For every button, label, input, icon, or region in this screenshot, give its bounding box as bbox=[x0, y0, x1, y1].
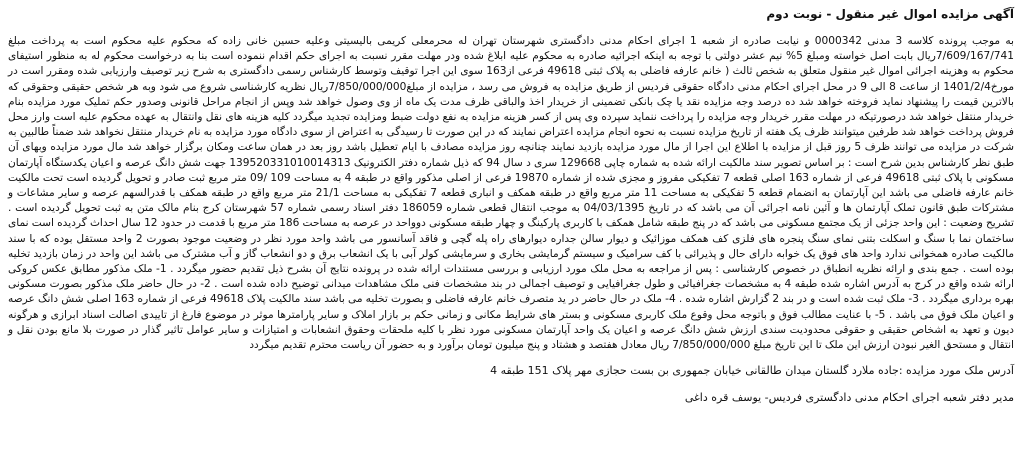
notice-signature: مدیر دفتر شعبه اجرای احکام مدنی دادگستری فردیس- یوسف قره داغی bbox=[684, 391, 1014, 405]
property-address: آدرس ملک مورد مزایده :جاده ملارد گلستان میدان طالقانی خیابان جمهوری بن بست حجازی مهر پلاک 151 طبقه 4 bbox=[490, 364, 1014, 378]
notice-document bbox=[8, 6, 1014, 405]
notice-title: آگهی مزایده اموال غیر منقول - نوبت دوم bbox=[766, 7, 1014, 21]
notice-body: به موجب پرونده کلاسه 3 مدنی 0000342 و نیابت صادره از شعبه 1 اجرای احکام مدنی دادگستری شهرستان تهران له محرمعلی کریمی بالیسیتی وعلیه حسین خانی زاده که محکوم علیه محکوم است به پرداخت مبلغ 7/609/167/741ریال بابت اصل خواسته ومبلغ 5% نیم عشر دولتی با توجه به اینکه اجرائیه صادره به محکوم علیه ابلاغ شده ودر مهلت مقرر نسبت به اجرای حکم اقدام ننموده است بنا به درخواست محکوم له به منظور استیفای محکوم به وهزینه اجرائی اموال غیر منقول متعلق به شخص ثالث ( خانم عارفه فاضلی به پلاک ثبتی 49618 فرعی از163 سوی این اجرا توقیف وتوسط کارشناس رسمی دادگستری به شرح زیر توصیف وارزیابی شده ومقرر است در مورخ1401/2/4 از ساعت 8 الی 9 در محل اجرای احکام مدنی دادگاه حقوقی فردیس از طریق مزایده به فروش می رسد ، مزایده از مبلغ7/850/000/000ریال نظریه کارشناسی شروع می شود وبه هر شخص حقیقی وحقوقی که بالاترین قیمت را پیشنهاد نماید فروخته خواهد شد ده درصد وجه مزایده نقد یا چک بانکی تضمینی از خریدار اخذ والباقی ظرف مدت یک ماه از وی وصول خواهد شد وپس از انجام مراحل قانونی وصدور حکم تملیک مورد مزایده بنام خریدار منتقل خواهد شد درصورتیکه در مهلت مقرر خریدار وجه مزایده را پرداخت ننماید سپرده وی پس از کسر هزینه مزایده به نفع دولت ضبط ومزایده تجدید میگردد کلیه هزینه های نقل وانتقال به عهده محکوم علیه است وارز محل فروش پرداخت خواهد شد طرفین میتوانند ظرف یک هفته از تاریخ مزایده نسبت به نحوه انجام مزایده اعتراض نمایند که در این صورت تا رسیدگی به اعتراض از سوی دادگاه مورد مزایده به نام خریدار منتقل نخواهد شد ضمناً طالبین به شرکت در مزایده می توانند ظرف 5 روز قبل از مزایده با اطلاع این اجرا از مال مورد مزایده بازدید نمایند چنانچه روز مزایده مصادف با ایام تعطیل باشد روز بعد در همان ساعت ومکان برگزار خواهد شد مال مورد مزایده وبهای آن طبق نظر کارشناس بدین شرح است : بر اساس تصویر سند مالکیت ارائه شده به شماره چاپی 129668 سری د سال 94 که ذیل شماره دفتر الکترونیک 139520331010014313 جهت شش دانگ عرصه و اعیان یکدستگاه آپارتمان مسکونی با پلاک ثبتی 49618 فرعی از شماره 163 اصلی قطعه 7 تفکیکی مفروز و مجزی شده از شماره 19870 فرعی از اصلی مذکور واقع در طبقه 4 به مساحت 109 /09 متر مربع ثبت صادر و تحویل گردیده است تحت مالکیت خانم عارفه فاضلی می باشد این آپارتمان به انضمام قطعه 5 تفکیکی به مساحت 11 متر مربع واقع در طبقه همکف و انباری قطعه 7 تفکیکی به مساحت 21/1 متر مربع واقع در طبقه همکف با قدرالسهم عرصه و سایر مشاعات و مشترکات طبق قانون تملک آپارتمان ها و آئین نامه اجرائی آن می باشد که در تاریخ 04/03/1395 به موجب انتقال قطعی شماره 186059 دفتر اسناد رسمی شماره 57 شهرستان کرج بنام مالک متن به ثبت تحویل گردیده است . تشریح وضعیت : این واحد جزئی از یک مجتمع مسکونی می باشد که در پنج طبقه شامل همکف با کاربری پارکینگ و چهار طبقه مسکونی دوواحد در عرصه به مساحت 186 متر مربع با قدمت در حدود 12 سال احداث گردیده است نمای ساختمان نما با سنگ و اسکلت بتنی نمای سنگ پنجره های فلزی کف همکف موزائیک و دیوار سالن جداره دیوارهای راه پله گچی و فاقد آسانسور می باشد واحد مورد نظر در وضعیت موجود بصورت 2 واحد مستقل بوده که با سند مالکیت صادره همخوانی ندارد واحد های فوق یک خوابه دارای حال و پذیرائی با کف سرامیک و سیستم گرمایشی بخاری و سرمایشی کولر آبی با یک انشعاب برق و دو انشعاب گاز و آب مشترک می باشد این واحد در زمان بازدید تخلیه بوده است . جمع بندی و ارائه نظریه انطباق در خصوص کارشناسی : پس از مراجعه به محل ملک مورد ارزیابی و بررسی مستندات ارائه شده در پرونده نتایج آن بشرح ذیل تقدیم حضور میگردد . 1- ملک مذکور مطابق عکس کروکی ارائه شده واقع در کرج به آدرس اشاره شده طبقه 4 به مشخصات جغرافیائی و طول جغرافیایی و توصیف اجمالی در بند مشخصات فنی ملک مشاهدات میدانی توضیح داده شده است . 2- در حال حاضر ملک مذکور بصورت مسکونی بهره برداری میگردد . 3- ملک ثبت شده است و در بند 2 گزارش اشاره شده . 4- ملک در حال حاضر در ید متصرف خانم عارفه فاضلی و بصورت تخلیه می باشد سند مالکیت پلاک 49618 فرعی از شماره 163 اصلی شش دانگ عرصه و اعیان ملک فوق می باشد . 5- با عنایت مطالب فوق و باتوجه محل وقوع ملک کاربری مسکونی و بستر های شرایط مکانی و زمانی حکم بر بازار املاک و سایر پارامترها موثر در موضوع فارغ از تاییدی اصالت اسناد ابرازی و هرگونه دیون و تعهد به اشخاص حقیقی و حقوقی محدودیت سندی ارزش شش دانگ عرصه و اعیان یک واحد آپارتمان مسکونی مورد نظر با کلیه ملحقات وحقوق انشعابات و امتیازات و سایر عوامل تاثیر گذار در صورت بلا مانع بودن نقل و انتقال و مستحق الغیر نبودن ارزش این ملک تا این تاریخ مبلغ 7/850/000/000 ریال معادل هفتصد و هشتاد و پنج میلیون تومان برآورد و به حضور آن ریاست محترم تقدیم میگردد bbox=[8, 35, 1015, 352]
